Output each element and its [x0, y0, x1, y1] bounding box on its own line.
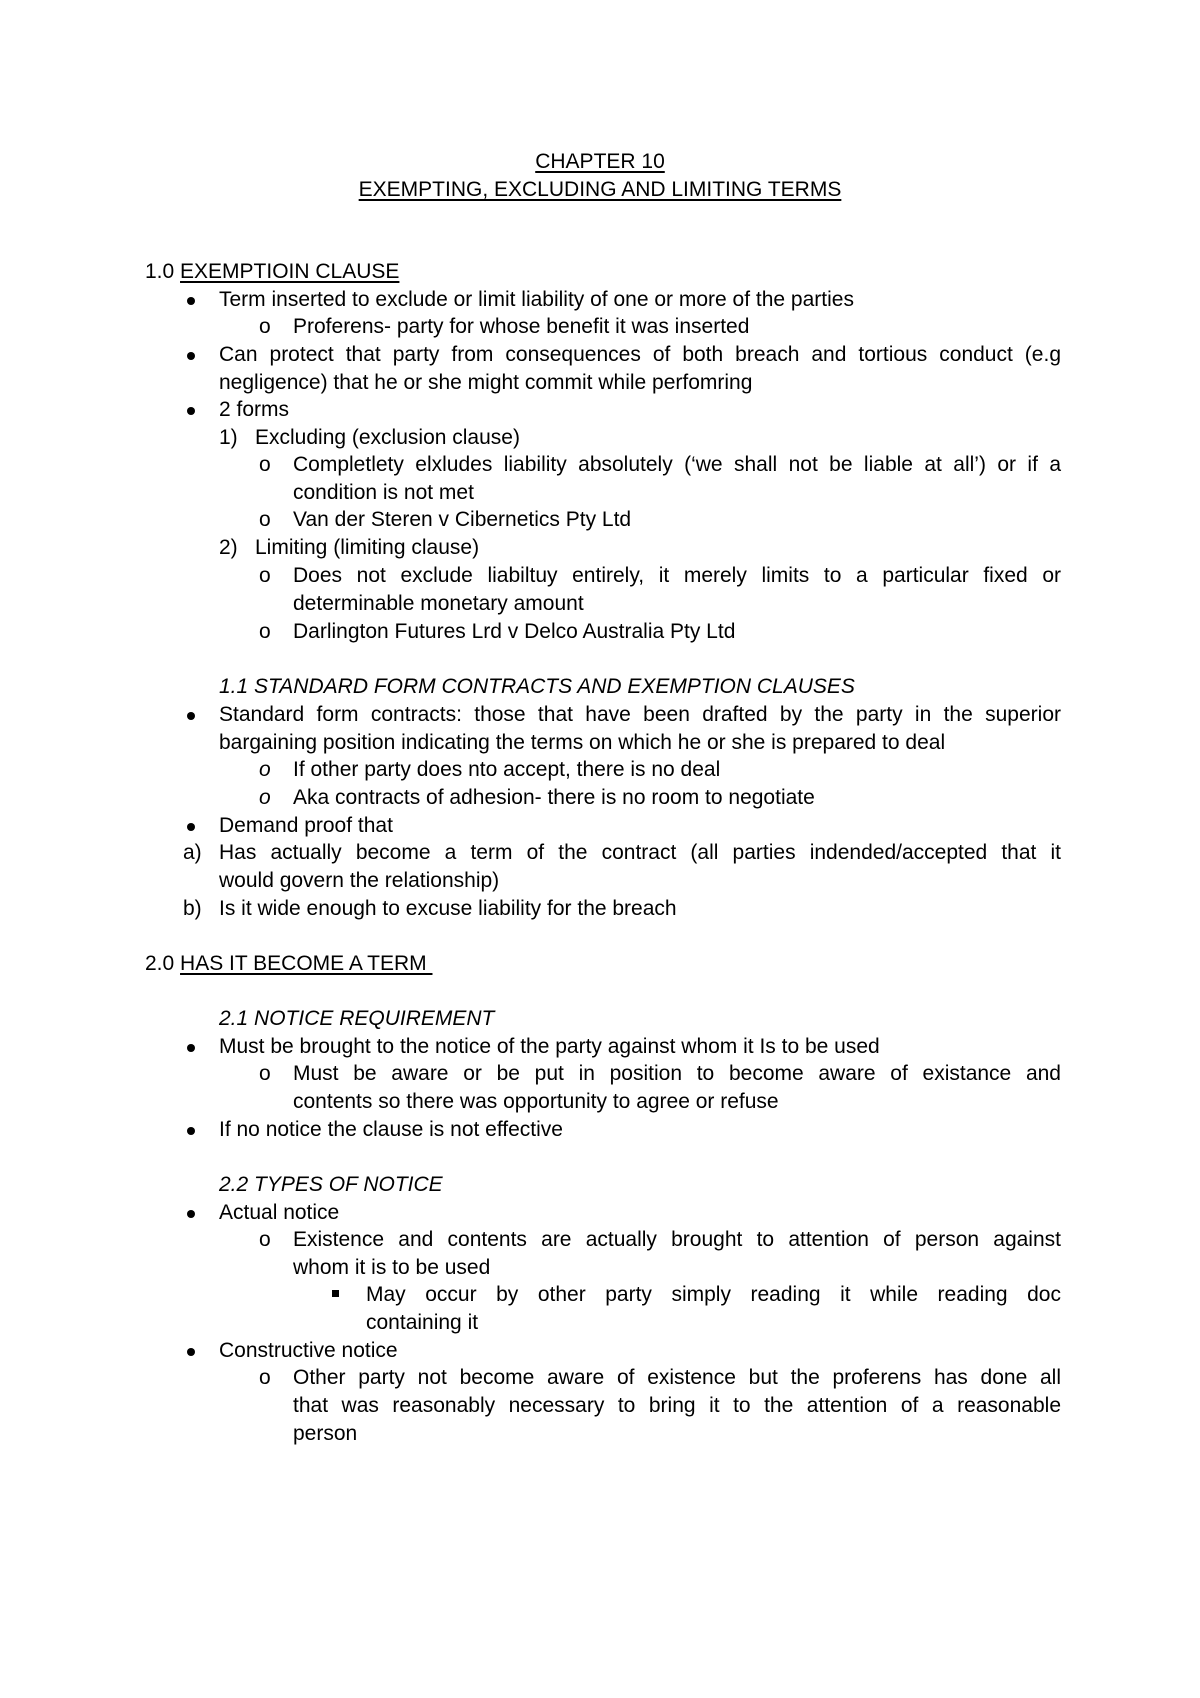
list-item-line: Completlety elxludes liability absolutely (‘we shall not be liable at all’) or if a — [293, 453, 1061, 476]
list-item-line: May occur by other party simply reading it while reading doc — [366, 1283, 1061, 1306]
list-item: If other party does nto accept, there is no deal — [293, 758, 721, 781]
bullet-icon — [187, 297, 195, 305]
chapter-heading: CHAPTER 10 — [535, 150, 665, 173]
list-item-line: determinable monetary amount — [293, 592, 584, 615]
list-item: Must be brought to the notice of the party against whom it Is to be used — [219, 1035, 880, 1058]
list-item: Term inserted to exclude or limit liability of one or more of the parties — [219, 288, 854, 311]
bullet-icon — [187, 712, 195, 720]
list-item-line: person — [293, 1422, 358, 1445]
list-item-line: Other party not become aware of existence but the proferens has done all — [293, 1366, 1061, 1389]
list-item: Demand proof that — [219, 814, 393, 837]
list-item-line: Must be aware or be put in position to become aware of existance and — [293, 1062, 1061, 1085]
bullet-icon — [187, 1210, 195, 1218]
circle-bullet-icon: o — [259, 786, 271, 809]
circle-bullet-icon: o — [259, 620, 271, 643]
list-item: Aka contracts of adhesion- there is no room to negotiate — [293, 786, 815, 809]
bullet-icon — [187, 407, 195, 415]
bullet-icon — [187, 1348, 195, 1356]
list-number: 2) — [219, 536, 238, 559]
bullet-icon — [187, 823, 195, 831]
chapter-subtitle: EXEMPTING, EXCLUDING AND LIMITING TERMS — [358, 178, 842, 201]
circle-bullet-icon: o — [259, 1366, 271, 1389]
list-item-line: Existence and contents are actually brought to attention of person against — [293, 1228, 1061, 1251]
bullet-icon — [187, 352, 195, 360]
list-item-line: Has actually become a term of the contract (all parties indended/accepted that it — [219, 841, 1061, 864]
list-item-line: that was reasonably necessary to bring it to the attention of a reasonable — [293, 1394, 1061, 1417]
list-letter: b) — [183, 897, 202, 920]
circle-bullet-icon: o — [259, 758, 271, 781]
list-item: Actual notice — [219, 1201, 340, 1224]
subsection-heading-2-1: 2.1 NOTICE REQUIREMENT — [219, 1007, 495, 1030]
list-item-line: would govern the relationship) — [219, 869, 500, 892]
list-item: Constructive notice — [219, 1339, 398, 1362]
list-item: Is it wide enough to excuse liability for the breach — [219, 897, 677, 920]
square-bullet-icon — [332, 1290, 339, 1297]
list-item-line: whom it is to be used — [293, 1256, 491, 1279]
list-item: Proferens- party for whose benefit it was inserted — [293, 315, 750, 338]
section-number: 2.0 — [145, 952, 181, 975]
list-item-line: Can protect that party from consequences of both breach and tortious conduct (e.g — [219, 343, 1061, 366]
list-item: Van der Steren v Cibernetics Pty Ltd — [293, 508, 632, 531]
list-item-line: bargaining position indicating the terms on which he or she is prepared to deal — [219, 731, 946, 754]
section-heading-2-0 — [145, 949, 432, 979]
section-number: 1.0 — [145, 260, 181, 283]
list-item: Limiting (limiting clause) — [255, 536, 480, 559]
list-item-line: Does not exclude liabiltuy entirely, it merely limits to a particular fixed or — [293, 564, 1061, 587]
list-letter: a) — [183, 841, 202, 864]
subsection-heading-2-2: 2.2 TYPES OF NOTICE — [219, 1173, 443, 1196]
list-item-line: contents so there was opportunity to agree or refuse — [293, 1090, 779, 1113]
circle-bullet-icon: o — [259, 508, 271, 531]
circle-bullet-icon: o — [259, 1062, 271, 1085]
list-item-line: containing it — [366, 1311, 479, 1334]
list-item: 2 forms — [219, 398, 290, 421]
list-number: 1) — [219, 426, 238, 449]
circle-bullet-icon: o — [259, 564, 271, 587]
circle-bullet-icon: o — [259, 1228, 271, 1251]
list-item: If no notice the clause is not effective — [219, 1118, 563, 1141]
list-item-line: Standard form contracts: those that have been drafted by the party in the superior — [219, 703, 1061, 726]
bullet-icon — [187, 1044, 195, 1052]
list-item-line: condition is not met — [293, 481, 474, 504]
bullet-icon — [187, 1127, 195, 1135]
list-item: Excluding (exclusion clause) — [255, 426, 520, 449]
circle-bullet-icon: o — [259, 453, 271, 476]
section-title: EXEMPTIOIN CLAUSE — [180, 260, 400, 283]
list-item-line: negligence) that he or she might commit while perfomring — [219, 371, 753, 394]
circle-bullet-icon: o — [259, 315, 271, 338]
section-title: HAS IT BECOME A TERM — [180, 952, 433, 975]
subsection-heading-1-1: 1.1 STANDARD FORM CONTRACTS AND EXEMPTION CLAUSES — [219, 675, 855, 698]
section-heading-1-0 — [145, 257, 399, 287]
list-item: Darlington Futures Lrd v Delco Australia Pty Ltd — [293, 620, 736, 643]
